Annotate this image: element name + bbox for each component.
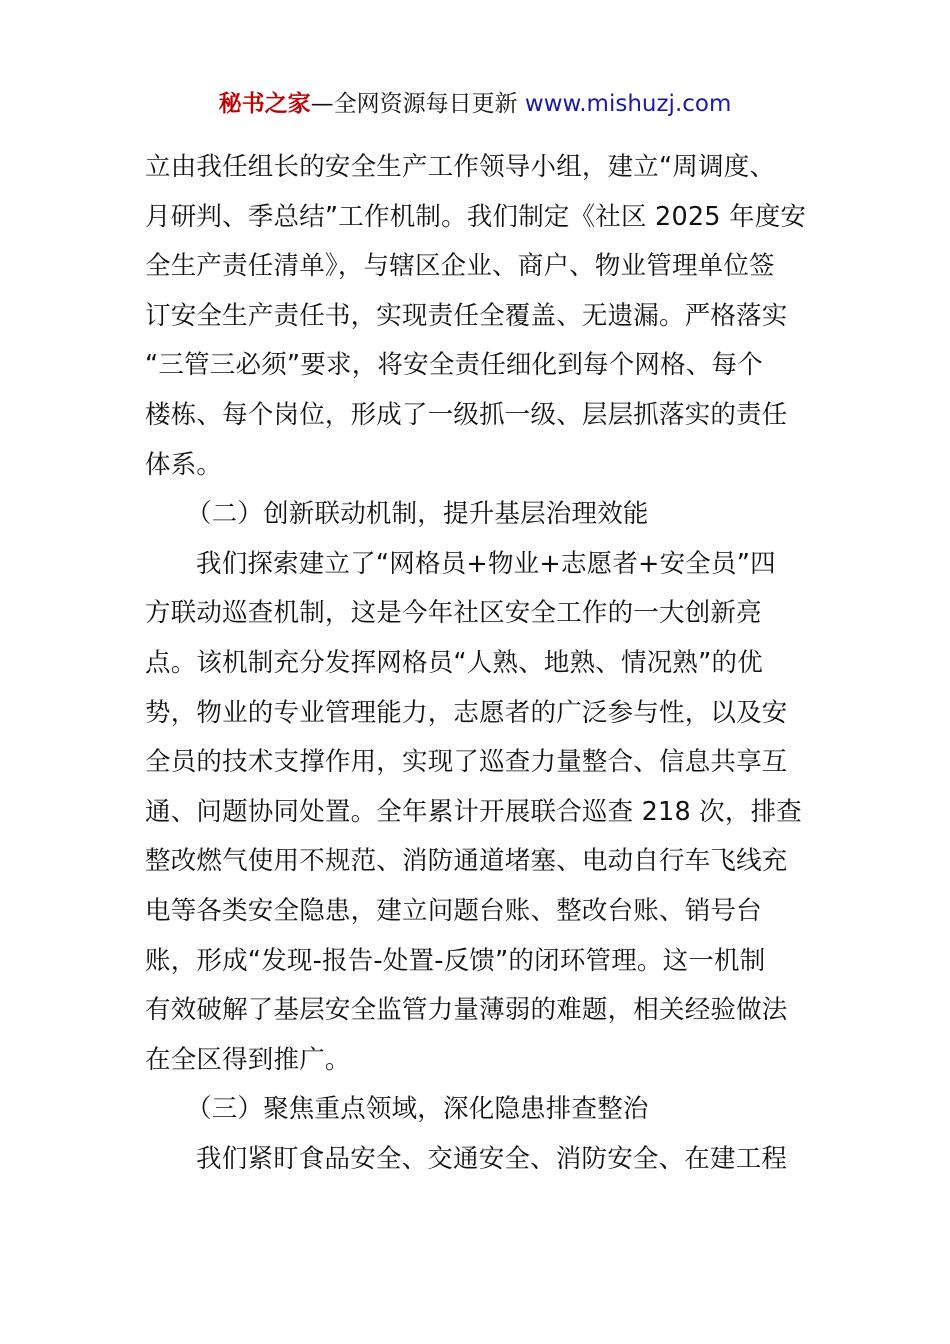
paragraph-2 [145, 540, 807, 1086]
site-url[interactable]: www.mishuzj.com [524, 91, 732, 117]
text-line: 全生产责任清单》，与辖区企业、商户、物业管理单位签 [145, 251, 775, 282]
paragraph-3 [145, 1135, 807, 1185]
text-line: 月研判、季总结”工作机制。我们制定《社区 2025 年度安 [145, 201, 807, 232]
text-line: 方联动巡查机制，这是今年社区安全工作的一大创新亮 [145, 598, 762, 629]
text-line: 点。该机制充分发挥网格员“人熟、地熟、情况熟”的优 [145, 647, 763, 678]
text-line: 楼栋、每个岗位，形成了一级抓一级、层层抓落实的责任 [145, 399, 788, 430]
paragraph-1 [145, 143, 807, 490]
text-line: 在全区得到推广。 [145, 1044, 351, 1075]
document-body [145, 143, 807, 1184]
site-tagline: —全网资源每日更新 [310, 91, 525, 117]
site-brand: 秘书之家 [218, 91, 311, 117]
text-line: 整改燃气使用不规范、消防通道堵塞、电动自行车飞线充 [145, 846, 788, 877]
text-line: 立由我任组长的安全生产工作领导小组，建立“周调度、 [145, 152, 776, 182]
site-header [0, 86, 950, 122]
text-line: “三管三必须”要求，将安全责任细化到每个网格、每个 [145, 350, 763, 381]
text-line: 我们探索建立了“网格员+物业+志愿者+安全员”四 [196, 548, 776, 579]
text-line: 有效破解了基层安全监管力量薄弱的难题，相关经验做法 [145, 995, 788, 1026]
text-line: 通、问题协同处置。全年累计开展联合巡查 218 次，排查 [145, 796, 802, 827]
section-heading-2: （二）创新联动机制，提升基层治理效能 [186, 499, 649, 530]
text-line: 我们紧盯食品安全、交通安全、消防安全、在建工程 [196, 1143, 788, 1174]
text-line: 账，形成“发现-报告-处置-反馈”的闭环管理。这一机制 [145, 945, 766, 976]
text-line: 势，物业的专业管理能力，志愿者的广泛参与性，以及安 [145, 697, 788, 728]
text-line: 电等各类安全隐患，建立问题台账、整改台账、销号台 [145, 895, 762, 926]
text-line: 全员的技术支撑作用，实现了巡查力量整合、信息共享互 [145, 747, 788, 778]
text-line: 体系。 [145, 449, 223, 480]
section-heading-3: （三）聚焦重点领域，深化隐患排查整治 [186, 1094, 649, 1125]
text-line: 订安全生产责任书，实现责任全覆盖、无遗漏。严格落实 [145, 300, 788, 331]
